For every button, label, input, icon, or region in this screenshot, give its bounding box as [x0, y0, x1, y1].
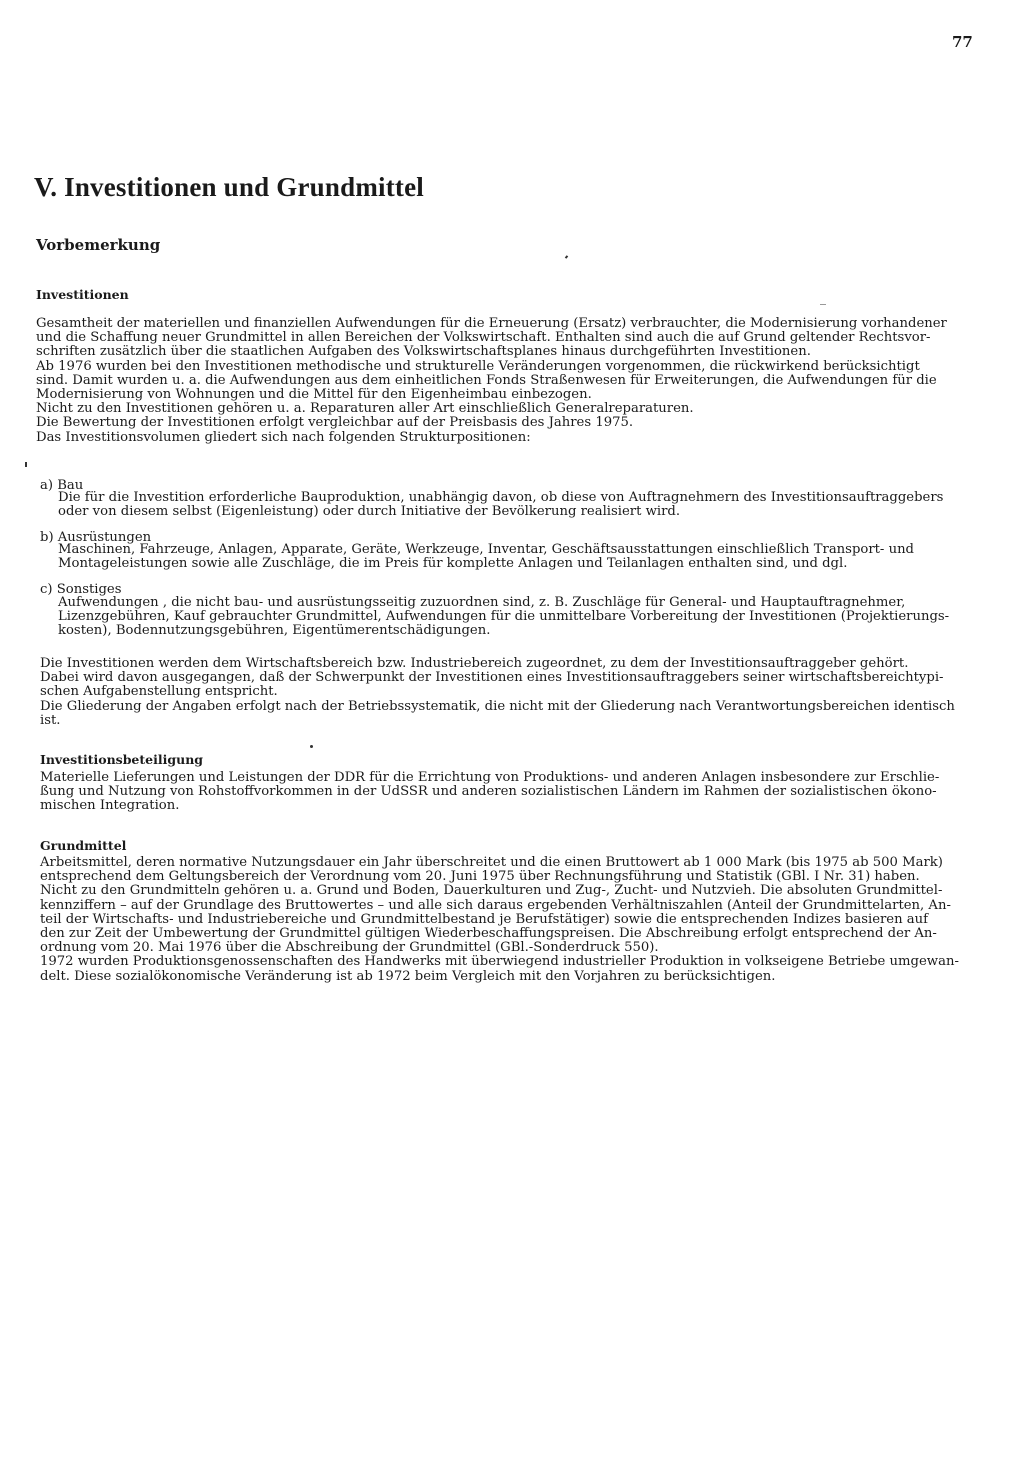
- text-line: teil der Wirtschafts- und Industriebereiche und Grundmittelbestand je Berufstätiger) sowie die entsprechenden Indizes basieren auf: [40, 911, 929, 927]
- text-line: 1972 wurden Produktionsgenossenschaften des Handwerks mit überwiegend industrieller Produktion in volkseigene Betriebe umgewan-: [40, 954, 959, 970]
- text-line: Materielle Lieferungen und Leistungen der DDR für die Errichtung von Produktions- und anderen Anlagen insbesondere zur Erschlie-: [40, 770, 940, 785]
- text-line: ordnung vom 20. Mai 1976 über die Abschreibung der Grundmittel (GBl.-Sonderdruck 550).: [40, 940, 659, 956]
- item-ausruestungen-text: [58, 543, 914, 571]
- investitionsbeteiligung-heading: Investitionsbeteiligung: [40, 752, 204, 767]
- text-line: Maschinen, Fahrzeuge, Anlagen, Apparate, Geräte, Werkzeuge, Inventar, Geschäftsausstattungen einschließlich Transport- und: [58, 542, 914, 557]
- text-line: Montageleistungen sowie alle Zuschläge, die im Preis für komplette Anlagen und Teilanlagen enthalten sind, und dgl.: [58, 556, 848, 572]
- text-line: Die Gliederung der Angaben erfolgt nach der Betriebssystematik, die nicht mit der Gliederung nach Verantwortungsbereichen identisch: [40, 698, 955, 714]
- text-line: entsprechend dem Geltungsbereich der Verordnung vom 20. Juni 1975 über Rechnungsführung und Statistik (GBl. I Nr. 31) haben.: [40, 869, 920, 885]
- scan-speck: [820, 304, 826, 305]
- text-line: Lizenzgebühren, Kauf gebrauchter Grundmittel, Aufwendungen für die unmittelbare Vorbereitung der Investitionen (Projektierungs-: [58, 609, 950, 625]
- text-line: Nicht zu den Investitionen gehören u. a. Reparaturen aller Art einschließlich Generalreparaturen.: [36, 401, 694, 417]
- grundmittel-paragraph: [40, 856, 959, 984]
- text-line: Ab 1976 wurden bei den Investitionen methodische und strukturelle Veränderungen vorgenommen, die rückwirkend berücksichtigt: [36, 358, 920, 374]
- text-line: Die Investitionen werden dem Wirtschaftsbereich bzw. Industriebereich zugeordnet, zu dem der Investitionsauftraggeber gehört.: [40, 656, 909, 671]
- item-bau-text: [58, 491, 943, 519]
- page-number: 77: [952, 33, 973, 51]
- text-line: kosten), Bodennutzungsgebühren, Eigentümerentschädigungen.: [58, 623, 491, 639]
- scan-speck: [310, 745, 313, 748]
- text-line: Aufwendungen , die nicht bau- und ausrüstungsseitig zuzuordnen sind, z. B. Zuschläge für General- und Hauptauftragnehmer,: [58, 595, 906, 610]
- item-sonstiges-text: [58, 596, 949, 639]
- text-line: und die Schaffung neuer Grundmittel in allen Bereichen der Volkswirtschaft. Enthalten sind auch die auf Grund geltender Rechtsvor-: [36, 330, 931, 346]
- scan-speck: [25, 462, 27, 467]
- text-line: schen Aufgabenstellung entspricht.: [40, 684, 278, 700]
- text-line: oder von diesem selbst (Eigenleistung) oder durch Initiative der Bevölkerung realisiert wird.: [58, 504, 681, 520]
- investitionsbeteiligung-paragraph: [40, 771, 939, 814]
- item-label-ausruestungen: b) Ausrüstungen: [40, 530, 152, 545]
- chapter-title: V. Investitionen und Grundmittel: [34, 172, 424, 202]
- text-line: Die Bewertung der Investitionen erfolgt vergleichbar auf der Preisbasis des Jahres 1975.: [36, 415, 634, 431]
- text-line: Arbeitsmittel, deren normative Nutzungsdauer ein Jahr überschreitet und die einen Bruttowert ab 1 000 Mark (bis 1975 ab 500 Mark): [40, 855, 943, 870]
- text-line: kennziffern – auf der Grundlage des Bruttowertes – und alle sich daraus ergebenden Verhältniszahlen (Anteil der Grundmittelarten, An-: [40, 897, 951, 913]
- text-line: mischen Integration.: [40, 798, 180, 814]
- text-line: sind. Damit wurden u. a. die Aufwendungen aus dem einheitlichen Fonds Straßenwesen für Erweiterungen, die Aufwendungen für die: [36, 372, 937, 388]
- text-line: Die für die Investition erforderliche Bauproduktion, unabhängig davon, ob diese von Auftragnehmern des Investitionsauftraggebers: [58, 490, 944, 505]
- item-label-bau: a) Bau: [40, 478, 84, 493]
- text-line: schriften zusätzlich über die staatlichen Aufgaben des Volkswirtschaftsplanes hinaus durchgeführten Investitionen.: [36, 344, 811, 360]
- text-line: den zur Zeit der Umbewertung der Grundmittel gültigen Wiederbeschaffungspreisen. Die Abschreibung erfolgt entsprechend der An-: [40, 926, 937, 942]
- text-line: Nicht zu den Grundmitteln gehören u. a. Grund und Boden, Dauerkulturen und Zug-, Zucht- und Nutzvieh. Die absoluten Grundmittel-: [40, 883, 943, 899]
- text-line: Gesamtheit der materiellen und finanziellen Aufwendungen für die Erneuerung (Ersatz) verbrauchter, die Modernisierung vorhandener: [36, 316, 947, 331]
- investitionen-heading: Investitionen: [36, 287, 129, 302]
- text-line: Modernisierung von Wohnungen und die Mittel für den Eigenheimbau einbezogen.: [36, 387, 592, 403]
- scan-speck: [565, 255, 568, 259]
- text-line: delt. Diese sozialökonomische Veränderung ist ab 1972 beim Vergleich mit den Vorjahren zu berücksichtigen.: [40, 968, 776, 984]
- investitionen-paragraph: [36, 317, 947, 445]
- text-line: ßung und Nutzung von Rohstoffvorkommen in der UdSSR und anderen sozialistischen Ländern im Rahmen der sozialistischen ökono-: [40, 784, 937, 800]
- text-line: ist.: [40, 712, 61, 728]
- item-label-sonstiges: c) Sonstiges: [40, 582, 122, 597]
- text-line: Dabei wird davon ausgegangen, daß der Schwerpunkt der Investitionen eines Investitionsauftraggebers seiner wirtschaftsbereichtypi-: [40, 670, 944, 686]
- zuordnung-paragraph: [40, 657, 955, 728]
- vorbemerkung-heading: Vorbemerkung: [36, 236, 161, 254]
- grundmittel-heading: Grundmittel: [40, 838, 127, 853]
- text-line: Das Investitionsvolumen gliedert sich nach folgenden Strukturpositionen:: [36, 429, 531, 445]
